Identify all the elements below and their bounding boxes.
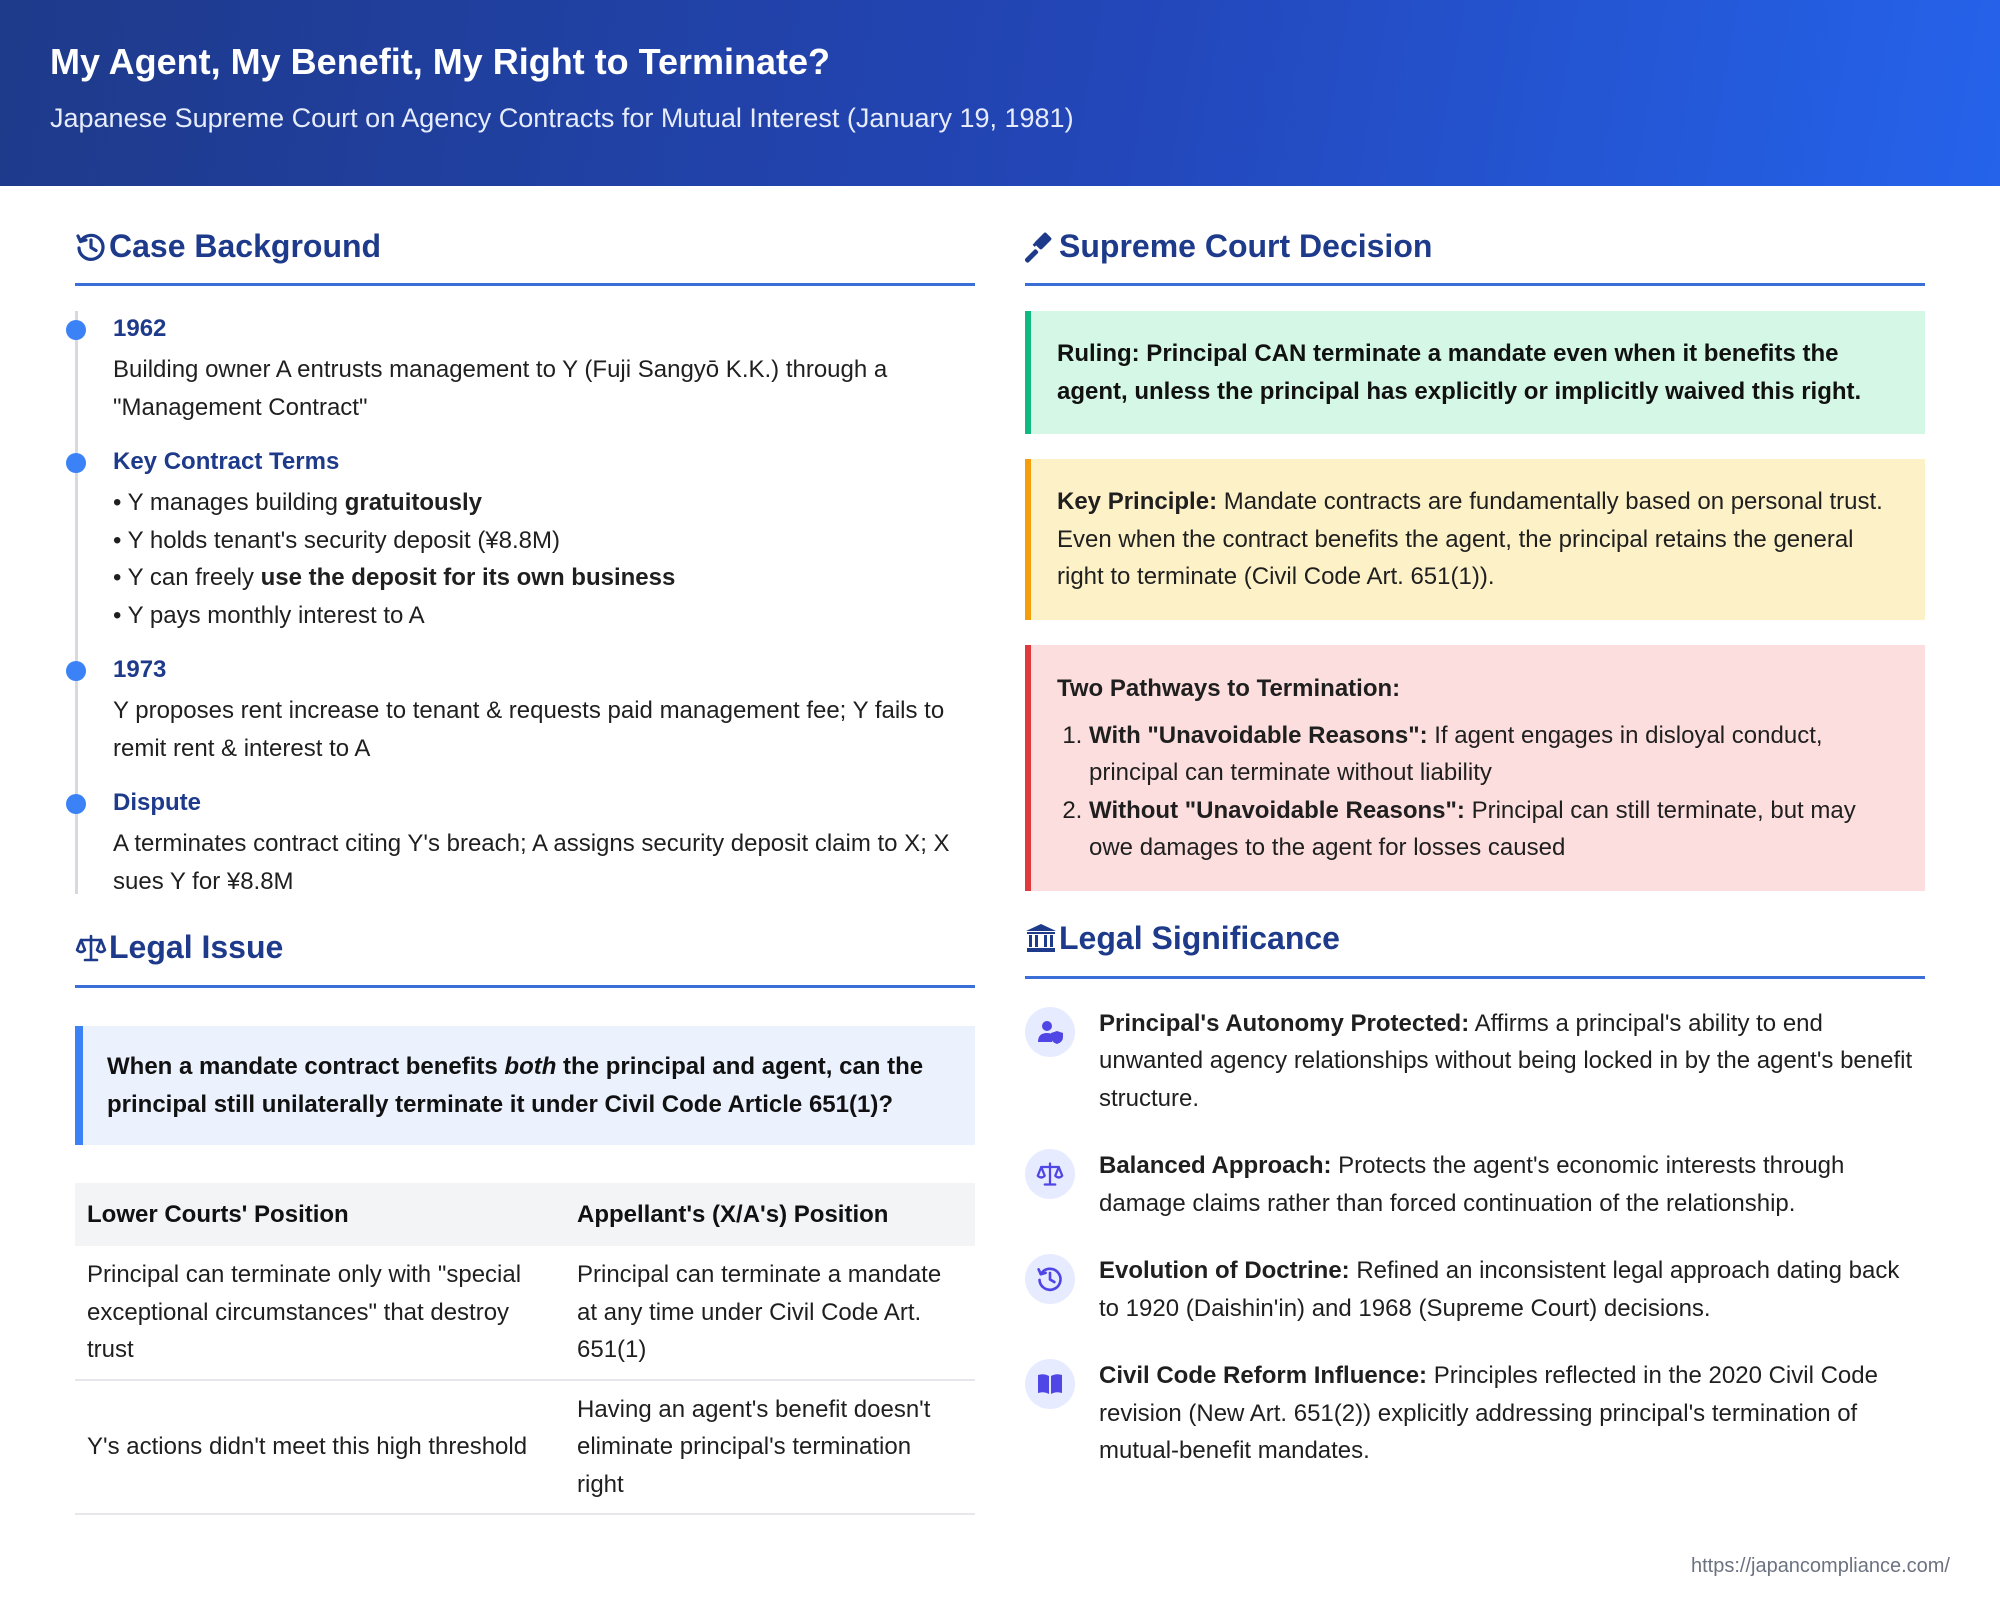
timeline-item-text: Y proposes rent increase to tenant & requests paid management fee; Y fails to remit rent & interest to A (113, 697, 945, 762)
timeline-dot (66, 794, 86, 814)
legal-issue-title: Legal Issue (109, 929, 284, 965)
ruling-callout (1025, 311, 1925, 434)
timeline-item-text: A terminates contract citing Y's breach; A assigns security deposit claim to X; X sues Y for ¥8.8M (113, 830, 950, 895)
contract-term: • Y can freely use the deposit for its own business (113, 564, 676, 591)
pathway-item: 1. With "Unavoidable Reasons": If agent engages in disloyal conduct, principal can terminate without liability (1089, 717, 1899, 792)
significance-title: Legal Significance (1059, 919, 1340, 956)
key-principle-text: Mandate contracts are fundamentally based on personal trust. Even when the contract benefits the agent, the principal retains the general right to terminate (Civil Code Art. 651(1)). (1057, 488, 1883, 590)
scale-icon (1036, 1160, 1064, 1188)
right-column (1025, 186, 1925, 1500)
timeline-item (113, 311, 975, 426)
timeline-item-title: 1962 (113, 315, 167, 342)
table-cell: Having an agent's benefit doesn't eliminate principal's termination right (565, 1380, 975, 1515)
landmark-icon (1025, 922, 1057, 954)
book-icon (1036, 1370, 1064, 1398)
pathways-list (1057, 717, 1899, 867)
user-shield-icon (1036, 1018, 1064, 1046)
timeline-dot (66, 320, 86, 340)
table-cell: Principal can terminate only with "special exceptional circumstances" that destroy trust (75, 1246, 565, 1380)
decision-heading (1025, 186, 1925, 286)
timeline-item-title: 1973 (113, 656, 167, 683)
timeline-item-title: Dispute (113, 789, 202, 816)
timeline-item (113, 652, 975, 767)
contract-term: • Y manages building gratuitously (113, 489, 483, 516)
positions-table (75, 1183, 975, 1515)
key-principle-label: Key Principle: (1057, 488, 1218, 515)
significance-item: Evolution of Doctrine: Refined an inconsistent legal approach dating back to 1920 (Daishin'in) and 1968 (Supreme Court) decisions. (1025, 1252, 1925, 1327)
gavel-icon (1025, 231, 1057, 263)
decision-title: Supreme Court Decision (1059, 228, 1433, 264)
significance-heading (1025, 891, 1925, 979)
table-header-appellant: Appellant's (X/A's) Position (565, 1183, 975, 1246)
timeline-item-text: Building owner A entrusts management to Y (Fuji Sangyō K.K.) through a "Management Contract" (113, 356, 888, 421)
significance-item: Principal's Autonomy Protected: Affirms a principal's ability to end unwanted agency relationships without being locked in by the agent's benefit structure. (1025, 1005, 1925, 1118)
timeline-item (113, 785, 975, 900)
significance-item: Balanced Approach: Protects the agent's economic interests through damage claims rather than forced continuation of the relationship. (1025, 1147, 1925, 1222)
case-timeline (75, 311, 975, 900)
case-background-heading (75, 186, 975, 286)
page-subtitle: Japanese Supreme Court on Agency Contracts for Mutual Interest (January 19, 1981) (50, 103, 1074, 133)
table-cell: Principal can terminate a mandate at any time under Civil Code Art. 651(1) (565, 1246, 975, 1380)
legal-question-box: When a mandate contract benefits both the principal and agent, can the principal still unilaterally terminate it under Civil Code Article 651(1)? (75, 1026, 975, 1145)
history-icon (1036, 1265, 1064, 1293)
table-row (75, 1380, 975, 1515)
case-background-title: Case Background (109, 228, 382, 264)
table-header-row (75, 1183, 975, 1246)
timeline-item (113, 444, 975, 634)
footer-url[interactable]: https://japancompliance.com/ (1690, 1555, 1950, 1577)
contract-term: • Y holds tenant's security deposit (¥8.8M) (113, 526, 560, 554)
table-row (75, 1246, 975, 1380)
significance-item: Civil Code Reform Influence: Principles reflected in the 2020 Civil Code revision (New Art. 651(2)) explicitly addressing principal's termination of mutual-benefit mandates. (1025, 1357, 1925, 1470)
table-header-lower-courts: Lower Courts' Position (75, 1183, 565, 1246)
key-principle-callout (1025, 459, 1925, 620)
pathway-item: 2. Without "Unavoidable Reasons": Principal can still terminate, but may owe damages to the agent for losses caused (1089, 792, 1899, 867)
ruling-label: Ruling: (1057, 340, 1140, 367)
significance-list (1025, 1005, 1925, 1470)
page-header (0, 0, 2000, 186)
timeline-dot (66, 661, 86, 681)
history-icon (75, 231, 107, 263)
contract-term: • Y pays monthly interest to A (113, 601, 425, 629)
legal-issue-heading (75, 900, 975, 988)
contract-terms-list (113, 484, 975, 634)
ruling-text: Principal CAN terminate a mandate even when it benefits the agent, unless the principal has explicitly or implicitly waived this right. (1057, 340, 1862, 405)
timeline-dot (66, 453, 86, 473)
timeline-item-title: Key Contract Terms (113, 448, 340, 475)
scale-icon (75, 932, 107, 964)
pathways-title: Two Pathways to Termination: (1057, 674, 1401, 702)
page-title: My Agent, My Benefit, My Right to Terminate? (50, 41, 831, 82)
left-column (75, 186, 975, 1515)
pathways-callout (1025, 645, 1925, 891)
table-cell: Y's actions didn't meet this high threshold (75, 1380, 565, 1515)
